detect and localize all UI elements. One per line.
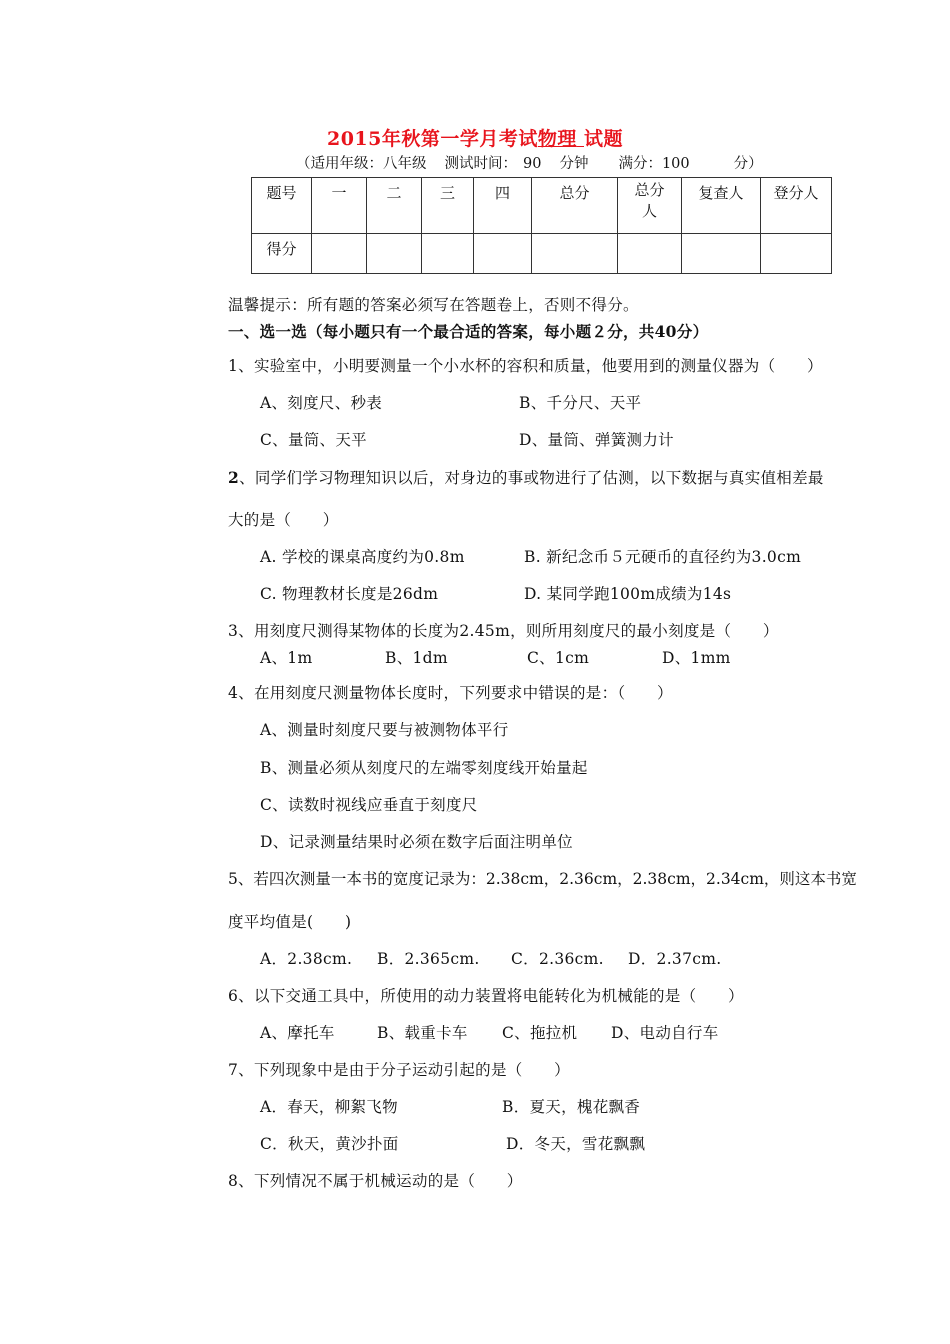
notice-text: 温馨提示：所有题的答案必须写在答题卷上，否则不得分。 [228, 296, 639, 314]
q1-option-c: C、量筒、天平 [260, 431, 367, 449]
q1-option-d: D、量筒、弹簧测力计 [519, 431, 674, 449]
question-3: 3、用刻度尺测得某物体的长度为2.45m，则所用刻度尺的最小刻度是（ ） [228, 622, 779, 640]
score-header-cell: 二 [367, 178, 422, 234]
title-subject: 物理 [537, 128, 577, 150]
question-1: 1、实验室中，小明要测量一个小水杯的容积和质量，他要用到的测量仪器为（ ） [228, 357, 823, 375]
info-time-unit: 分钟 [559, 156, 589, 172]
q2-text-line1: 、同学们学习物理知识以后，对身边的事或物进行了估测，以下数据与真实值相差最 [239, 469, 824, 487]
q6-option-d: D、电动自行车 [611, 1024, 719, 1042]
q5-option-b: B．2.365cm. [377, 950, 480, 968]
question-5: 5、若四次测量一本书的宽度记录为：2.38cm，2.36cm，2.38cm，2.34cm，则这本书宽 [228, 870, 857, 888]
score-header-cell: 三 [422, 178, 474, 234]
title-prefix: 2015年秋第一学月考试 [326, 128, 538, 150]
score-cell [312, 234, 367, 274]
score-row-label: 得分 [252, 234, 312, 274]
q2-option-d: D. 某同学跑100m成绩为14s [524, 585, 732, 603]
question-6: 6、以下交通工具中，所使用的动力装置将电能转化为机械能的是（ ） [228, 987, 744, 1005]
score-header-cell: 总分人 [618, 178, 682, 234]
q2-option-a: A. 学校的课桌高度约为0.8m [260, 548, 465, 566]
q5-option-d: D．2.37cm. [628, 950, 722, 968]
q5-option-c: C．2.36cm. [511, 950, 604, 968]
q7-option-b: B．夏天，槐花飘香 [502, 1098, 641, 1116]
q6-option-c: C、拖拉机 [502, 1024, 578, 1042]
info-score-unit: 分） [733, 156, 763, 172]
q2-text-line2: 大的是（ ） [228, 511, 339, 529]
q3-option-b: B、1dm [385, 649, 448, 667]
info-time-value: 90 [523, 156, 542, 172]
score-header-cell: 题号 [252, 178, 312, 234]
score-cell [761, 234, 832, 274]
q2-number: 2 [228, 468, 240, 487]
score-header-cell: 登分人 [761, 178, 832, 234]
title-suffix: 试题 [584, 128, 624, 150]
score-header-cell: 一 [312, 178, 367, 234]
info-time-label: 测试时间： [444, 156, 517, 172]
q4-option-b: B、测量必须从刻度尺的左端零刻度线开始量起 [260, 759, 588, 777]
q4-option-a: A、测量时刻度尺要与被测物体平行 [260, 721, 509, 739]
exam-info [296, 152, 763, 173]
score-header-cell: 四 [474, 178, 532, 234]
question-7: 7、下列现象中是由于分子运动引起的是（ ） [228, 1061, 570, 1079]
section-heading: 一、选一选（每小题只有一个最合适的答案，每小题２分，共40分） [228, 322, 709, 341]
q6-option-a: A、摩托车 [260, 1024, 335, 1042]
q2-option-c: C. 物理教材长度是26dm [260, 585, 439, 603]
score-table [251, 177, 832, 274]
q7-option-c: C．秋天，黄沙扑面 [260, 1135, 399, 1153]
q3-option-c: C、1cm [527, 649, 590, 667]
info-score: 满分：100 [618, 156, 690, 172]
q5-option-a: A．2.38cm. [260, 950, 353, 968]
info-grade: （适用年级：八年级 [296, 156, 427, 172]
score-table-score-row [252, 234, 832, 274]
question-2 [228, 466, 824, 488]
q5-text-line2: 度平均值是( ) [228, 913, 352, 931]
q4-option-c: C、读数时视线应垂直于刻度尺 [260, 796, 478, 814]
question-4: 4、在用刻度尺测量物体长度时，下列要求中错误的是：（ ） [228, 684, 673, 702]
score-cell [682, 234, 761, 274]
q1-option-a: A、刻度尺、秒表 [260, 394, 383, 412]
score-header-cell: 复查人 [682, 178, 761, 234]
q7-option-d: D．冬天，雪花飘飘 [506, 1135, 646, 1153]
q3-option-a: A、1m [260, 649, 313, 667]
score-table-header-row [252, 178, 832, 234]
exam-title [0, 124, 950, 151]
score-cell [618, 234, 682, 274]
score-cell [474, 234, 532, 274]
q2-option-b: B. 新纪念币５元硬币的直径约为3.0cm [524, 548, 802, 566]
score-header-cell: 总分 [532, 178, 618, 234]
question-8: 8、下列情况不属于机械运动的是（ ） [228, 1172, 523, 1190]
q6-option-b: B、载重卡车 [377, 1024, 468, 1042]
q1-option-b: B、千分尺、天平 [519, 394, 642, 412]
q3-option-d: D、1mm [662, 649, 731, 667]
score-cell [532, 234, 618, 274]
q4-option-d: D、记录测量结果时必须在数字后面注明单位 [260, 833, 573, 851]
score-cell [422, 234, 474, 274]
q7-option-a: A．春天，柳絮飞物 [260, 1098, 398, 1116]
score-cell [367, 234, 422, 274]
